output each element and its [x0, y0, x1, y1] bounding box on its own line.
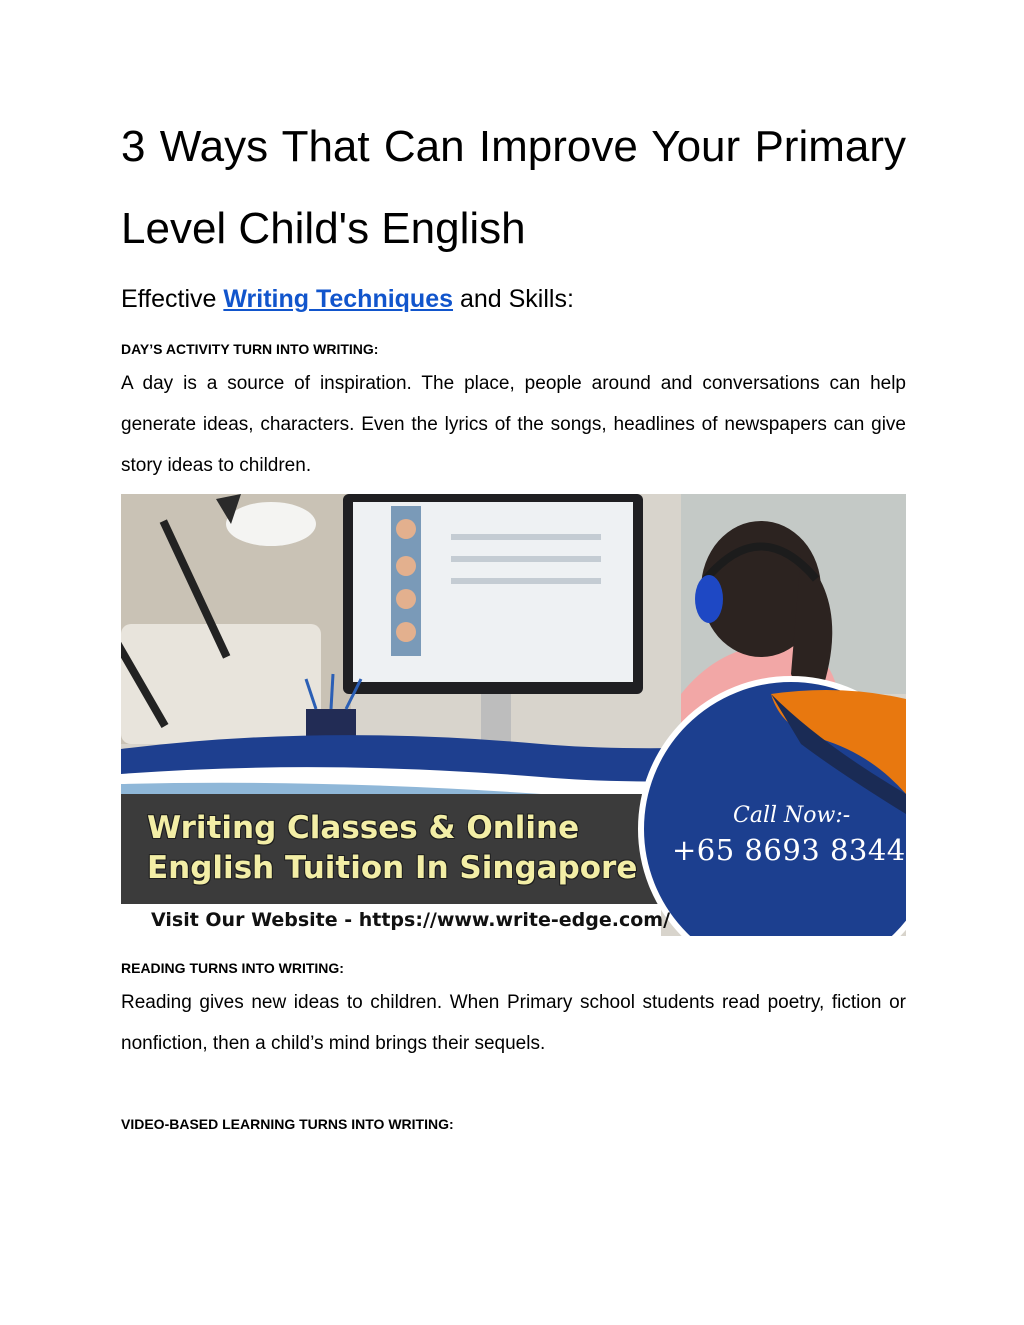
- banner-call-label: Call Now:-: [733, 803, 851, 828]
- subtitle-prefix: Effective: [121, 285, 224, 313]
- section-heading-days-activity: DAY’S ACTIVITY TURN INTO WRITING:: [121, 341, 379, 357]
- page-title: 3 Ways That Can Improve Your Primary Level Child's English: [121, 122, 906, 253]
- writing-techniques-link[interactable]: Writing Techniques: [223, 285, 454, 313]
- subtitle: [121, 279, 906, 319]
- section-body-reading: Reading gives new ideas to children. When Primary school students read poetry, fiction or nonfiction, then a child’s mind brings their sequels.: [121, 992, 906, 1054]
- section-body-days-activity: A day is a source of inspiration. The place, people around and conversations can help generate ideas, characters. Even the lyrics of the songs, headlines of newspapers can give story ideas to children.: [121, 373, 906, 476]
- banner-headline: Writing Classes & Online English Tuition In Singapore: [147, 810, 638, 886]
- subtitle-suffix: and Skills:: [453, 285, 574, 313]
- banner-website-text: Visit Our Website - https://www.write-edge.com/: [151, 909, 671, 931]
- section-heading-video: VIDEO-BASED LEARNING TURNS INTO WRITING:: [121, 1116, 454, 1132]
- banner-phone-number: +65 8693 8344: [672, 833, 906, 867]
- section-heading-reading: READING TURNS INTO WRITING:: [121, 960, 344, 976]
